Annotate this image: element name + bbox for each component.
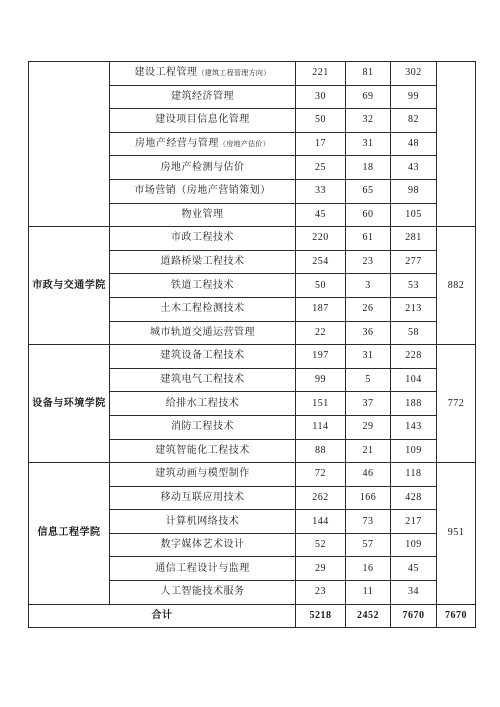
count-b-cell: 166 — [346, 486, 391, 510]
major-cell: 移动互联应用技术 — [110, 486, 296, 510]
major-cell — [110, 179, 296, 203]
count-c-cell: 45 — [391, 557, 437, 581]
count-a-cell: 72 — [296, 463, 346, 487]
count-a-cell: 262 — [296, 486, 346, 510]
major-name: 物业管理 — [181, 208, 224, 220]
major-cell: 城市轨道交通运营管理 — [110, 321, 296, 345]
count-a-cell: 17 — [296, 132, 346, 156]
total-row — [29, 604, 476, 628]
major-note: （建筑工程管理方向） — [197, 69, 271, 78]
count-b-cell: 3 — [346, 274, 391, 298]
count-a-cell: 187 — [296, 297, 346, 321]
major-cell — [110, 109, 296, 133]
count-b-cell: 21 — [346, 439, 391, 463]
major-cell: 建筑动画与模型制作 — [110, 463, 296, 487]
count-b-cell: 31 — [346, 132, 391, 156]
college-name-cell: 市政与交通学院 — [29, 227, 110, 345]
college-name-cell: 信息工程学院 — [29, 463, 110, 605]
major-note: （房地产估价） — [218, 140, 271, 149]
major-cell — [110, 85, 296, 109]
count-c-cell: 213 — [391, 297, 437, 321]
count-a-cell: 114 — [296, 415, 346, 439]
major-cell — [110, 62, 296, 86]
total-a-cell: 5218 — [296, 604, 346, 628]
count-b-cell: 57 — [346, 533, 391, 557]
major-cell: 市政工程技术 — [110, 227, 296, 251]
count-b-cell: 26 — [346, 297, 391, 321]
total-c-cell: 7670 — [391, 604, 437, 628]
count-c-cell: 281 — [391, 227, 437, 251]
enrollment-table — [28, 61, 476, 628]
count-b-cell: 18 — [346, 156, 391, 180]
count-c-cell: 188 — [391, 392, 437, 416]
count-c-cell: 58 — [391, 321, 437, 345]
count-c-cell: 277 — [391, 250, 437, 274]
count-c-cell: 143 — [391, 415, 437, 439]
count-c-cell: 228 — [391, 345, 437, 369]
count-a-cell: 220 — [296, 227, 346, 251]
count-b-cell: 11 — [346, 581, 391, 605]
count-a-cell: 254 — [296, 250, 346, 274]
count-c-cell: 43 — [391, 156, 437, 180]
count-b-cell: 36 — [346, 321, 391, 345]
count-a-cell: 50 — [296, 274, 346, 298]
count-a-cell: 221 — [296, 62, 346, 86]
major-name: 市场营销（房地产营销策划） — [134, 185, 271, 197]
major-name: 建设工程管理 — [134, 67, 198, 79]
count-a-cell: 197 — [296, 345, 346, 369]
count-b-cell: 65 — [346, 179, 391, 203]
count-a-cell: 99 — [296, 368, 346, 392]
count-b-cell: 37 — [346, 392, 391, 416]
major-cell: 消防工程技术 — [110, 415, 296, 439]
count-b-cell: 32 — [346, 109, 391, 133]
count-b-cell: 23 — [346, 250, 391, 274]
count-a-cell: 50 — [296, 109, 346, 133]
count-b-cell: 5 — [346, 368, 391, 392]
college-total-cell: 951 — [437, 463, 476, 605]
major-cell: 铁道工程技术 — [110, 274, 296, 298]
count-b-cell: 81 — [346, 62, 391, 86]
major-cell: 建筑电气工程技术 — [110, 368, 296, 392]
count-b-cell: 16 — [346, 557, 391, 581]
count-a-cell: 33 — [296, 179, 346, 203]
count-c-cell: 428 — [391, 486, 437, 510]
count-a-cell: 45 — [296, 203, 346, 227]
major-name: 房地产检测与估价 — [160, 161, 245, 173]
count-c-cell: 48 — [391, 132, 437, 156]
count-b-cell: 60 — [346, 203, 391, 227]
count-a-cell: 151 — [296, 392, 346, 416]
count-c-cell: 53 — [391, 274, 437, 298]
count-a-cell: 25 — [296, 156, 346, 180]
count-b-cell: 29 — [346, 415, 391, 439]
major-cell — [110, 132, 296, 156]
grand-total-cell: 7670 — [437, 604, 476, 628]
major-cell: 给排水工程技术 — [110, 392, 296, 416]
count-a-cell: 29 — [296, 557, 346, 581]
count-a-cell: 88 — [296, 439, 346, 463]
count-b-cell: 46 — [346, 463, 391, 487]
major-cell: 建筑智能化工程技术 — [110, 439, 296, 463]
major-cell — [110, 203, 296, 227]
major-cell: 数字媒体艺术设计 — [110, 533, 296, 557]
count-c-cell: 98 — [391, 179, 437, 203]
count-c-cell: 34 — [391, 581, 437, 605]
count-c-cell: 82 — [391, 109, 437, 133]
total-b-cell: 2452 — [346, 604, 391, 628]
count-c-cell: 99 — [391, 85, 437, 109]
major-name: 建设项目信息化管理 — [155, 114, 250, 126]
major-cell: 建筑设备工程技术 — [110, 345, 296, 369]
count-a-cell: 144 — [296, 510, 346, 534]
table-row — [29, 345, 476, 369]
major-name: 房地产经营与管理 — [134, 138, 219, 150]
count-b-cell: 69 — [346, 85, 391, 109]
count-c-cell: 105 — [391, 203, 437, 227]
count-a-cell: 30 — [296, 85, 346, 109]
count-a-cell: 23 — [296, 581, 346, 605]
college-name-cell: 设备与环境学院 — [29, 345, 110, 463]
count-c-cell: 109 — [391, 439, 437, 463]
count-c-cell: 109 — [391, 533, 437, 557]
count-b-cell: 73 — [346, 510, 391, 534]
major-cell: 人工智能技术服务 — [110, 581, 296, 605]
college-total-cell: 882 — [437, 227, 476, 345]
count-c-cell: 118 — [391, 463, 437, 487]
count-b-cell: 31 — [346, 345, 391, 369]
major-cell: 土木工程检测技术 — [110, 297, 296, 321]
count-a-cell: 22 — [296, 321, 346, 345]
table-row — [29, 463, 476, 487]
major-cell: 通信工程设计与监理 — [110, 557, 296, 581]
major-cell — [110, 156, 296, 180]
table-row — [29, 227, 476, 251]
count-c-cell: 104 — [391, 368, 437, 392]
major-name: 建筑经济管理 — [171, 90, 234, 102]
count-b-cell: 61 — [346, 227, 391, 251]
count-c-cell: 302 — [391, 62, 437, 86]
college-total-cell-continued — [437, 62, 476, 227]
count-a-cell: 52 — [296, 533, 346, 557]
major-cell: 计算机网络技术 — [110, 510, 296, 534]
count-c-cell: 217 — [391, 510, 437, 534]
enrollment-table-body — [29, 62, 476, 628]
college-total-cell: 772 — [437, 345, 476, 463]
total-label-cell: 合计 — [29, 604, 296, 628]
college-cell-continued — [29, 62, 110, 227]
major-cell: 道路桥梁工程技术 — [110, 250, 296, 274]
table-row — [29, 62, 476, 86]
